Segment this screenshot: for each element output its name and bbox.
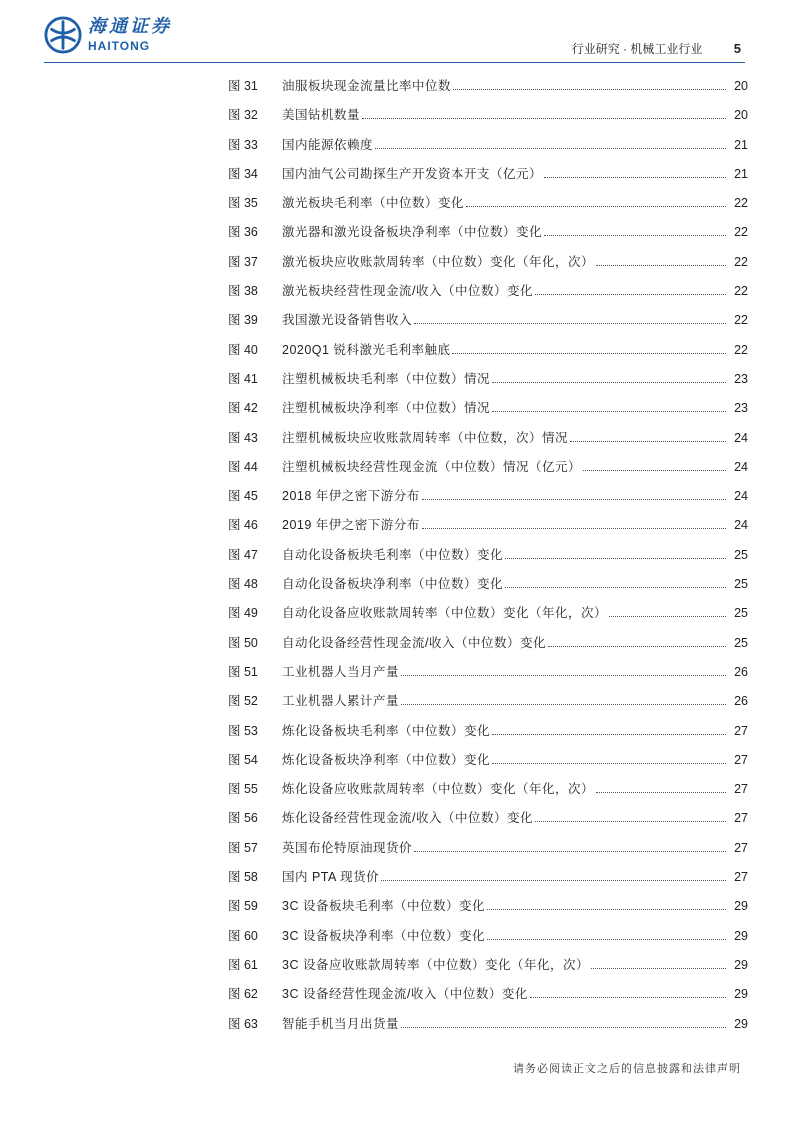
dot-leader [375, 147, 726, 149]
figure-title: 自动化设备应收账款周转率（中位数）变化（年化，次） [282, 606, 608, 621]
figure-number: 图 47 [228, 547, 258, 562]
toc-row[interactable] [228, 545, 748, 574]
dot-leader [596, 264, 726, 266]
page-ref: 21 [734, 166, 748, 181]
page-ref: 22 [734, 284, 748, 299]
page-ref: 22 [734, 196, 748, 211]
header-info [572, 40, 741, 57]
haitong-logo [44, 16, 172, 54]
figure-title: 工业机器人当月产量 [282, 664, 400, 679]
page-ref: 27 [734, 723, 748, 738]
figure-title: 激光器和激光设备板块净利率（中位数）变化 [282, 225, 543, 240]
figure-number: 图 57 [228, 840, 258, 855]
figure-title: 自动化设备板块毛利率（中位数）变化 [282, 547, 504, 562]
figure-number: 图 60 [228, 928, 258, 943]
page-ref: 23 [734, 401, 748, 416]
figure-title: 注塑机械板块应收账款周转率（中位数，次）情况 [282, 430, 569, 445]
page-ref: 24 [734, 518, 748, 533]
footer-disclaimer: 请务必阅读正文之后的信息披露和法律声明 [513, 1063, 741, 1075]
toc-row[interactable] [228, 76, 748, 105]
page-ref: 26 [734, 694, 748, 709]
toc-row[interactable] [228, 457, 748, 486]
toc-row[interactable] [228, 340, 748, 369]
figure-number: 图 55 [228, 782, 258, 797]
figure-title: 国内油气公司勘探生产开发资本开支（亿元） [282, 166, 543, 181]
dot-leader [570, 440, 726, 442]
page-ref: 23 [734, 371, 748, 386]
dot-leader [492, 381, 726, 383]
dot-leader [544, 176, 726, 178]
figure-title: 3C 设备应收账款周转率（中位数）变化（年化，次） [282, 957, 589, 972]
dot-leader [453, 88, 726, 90]
toc-row[interactable] [228, 750, 748, 779]
page-ref: 24 [734, 430, 748, 445]
page-ref: 21 [734, 137, 748, 152]
toc-row[interactable] [228, 164, 748, 193]
page-ref: 25 [734, 547, 748, 562]
page-ref: 29 [734, 957, 748, 972]
toc-row[interactable] [228, 603, 748, 632]
toc-row[interactable] [228, 486, 748, 515]
page-ref: 26 [734, 664, 748, 679]
toc-row[interactable] [228, 369, 748, 398]
figure-title: 2019 年伊之密下游分布 [282, 518, 420, 533]
toc-row[interactable] [228, 633, 748, 662]
toc-row[interactable] [228, 808, 748, 837]
dot-leader [466, 205, 726, 207]
page-ref: 29 [734, 1016, 748, 1031]
dot-leader [535, 820, 726, 822]
logo-english-name: HAITONG [88, 39, 151, 53]
figure-number: 图 48 [228, 577, 258, 592]
dot-leader [492, 410, 726, 412]
toc-row[interactable] [228, 691, 748, 720]
figure-title: 自动化设备经营性现金流/收入（中位数）变化 [282, 635, 546, 650]
toc-row[interactable] [228, 926, 748, 955]
page-ref: 22 [734, 313, 748, 328]
figure-number: 图 34 [228, 166, 258, 181]
page-ref: 29 [734, 987, 748, 1002]
figure-number: 图 40 [228, 342, 258, 357]
page-ref: 27 [734, 782, 748, 797]
dot-leader [401, 1026, 726, 1028]
figure-title: 激光板块毛利率（中位数）变化 [282, 196, 465, 211]
toc-row[interactable] [228, 838, 748, 867]
page-ref: 25 [734, 606, 748, 621]
figure-number: 图 36 [228, 225, 258, 240]
dot-leader [401, 674, 726, 676]
figure-title: 国内 PTA 现货价 [282, 870, 380, 885]
dot-leader [609, 615, 726, 617]
page-ref: 27 [734, 752, 748, 767]
figure-number: 图 53 [228, 723, 258, 738]
figure-title: 注塑机械板块净利率（中位数）情况 [282, 401, 491, 416]
dot-leader [591, 967, 726, 969]
toc-row[interactable] [228, 281, 748, 310]
figure-title: 2018 年伊之密下游分布 [282, 489, 420, 504]
figure-number: 图 56 [228, 811, 258, 826]
figure-number: 图 54 [228, 752, 258, 767]
figure-number: 图 49 [228, 606, 258, 621]
figure-number: 图 61 [228, 957, 258, 972]
dot-leader [596, 791, 726, 793]
figure-title: 3C 设备经营性现金流/收入（中位数）变化 [282, 987, 528, 1002]
figure-title: 美国钻机数量 [282, 108, 361, 123]
figure-title: 炼化设备应收账款周转率（中位数）变化（年化，次） [282, 782, 595, 797]
dot-leader [535, 293, 726, 295]
toc-row[interactable] [228, 662, 748, 691]
dot-leader [414, 850, 726, 852]
figure-title: 注塑机械板块经营性现金流（中位数）情况（亿元） [282, 459, 582, 474]
figure-title: 3C 设备板块毛利率（中位数）变化 [282, 899, 485, 914]
figure-number: 图 32 [228, 108, 258, 123]
page-ref: 20 [734, 79, 748, 93]
page-ref: 22 [734, 254, 748, 269]
dot-leader [422, 527, 726, 529]
figure-number: 图 52 [228, 694, 258, 709]
figure-title: 智能手机当月出货量 [282, 1016, 400, 1031]
figure-number: 图 37 [228, 254, 258, 269]
figure-number: 图 59 [228, 899, 258, 914]
toc-row[interactable] [228, 398, 748, 427]
dot-leader [452, 352, 726, 354]
toc-row[interactable] [228, 984, 748, 1013]
toc-row[interactable] [228, 193, 748, 222]
figure-number: 图 38 [228, 284, 258, 299]
dot-leader [401, 703, 726, 705]
toc-row[interactable] [228, 252, 748, 281]
dot-leader [381, 879, 726, 881]
figure-number: 图 63 [228, 1016, 258, 1031]
toc-row[interactable] [228, 222, 748, 251]
toc-row[interactable] [228, 955, 748, 984]
page-ref: 22 [734, 342, 748, 357]
dot-leader [422, 498, 726, 500]
toc-row[interactable] [228, 428, 748, 457]
dot-leader [548, 645, 726, 647]
toc-row[interactable] [228, 867, 748, 896]
dot-leader [530, 996, 726, 998]
figure-number: 图 44 [228, 459, 258, 474]
figure-title: 2020Q1 锐科激光毛利率触底 [282, 342, 451, 357]
section-title: 行业研究 · 机械工业行业 [571, 42, 703, 56]
page-ref: 27 [734, 840, 748, 855]
toc-row[interactable] [228, 721, 748, 750]
figure-title: 我国激光设备销售收入 [282, 313, 413, 328]
figure-number: 图 41 [228, 371, 258, 386]
toc-row[interactable] [228, 105, 748, 134]
page-ref: 22 [734, 225, 748, 240]
figure-title: 国内能源依赖度 [282, 137, 374, 152]
dot-leader [487, 908, 726, 910]
dot-leader [362, 117, 726, 119]
haitong-logo-icon [44, 16, 82, 54]
toc-row[interactable] [228, 1014, 748, 1043]
toc-row[interactable] [228, 574, 748, 603]
figure-number: 图 31 [228, 79, 258, 93]
figure-number: 图 58 [228, 870, 258, 885]
toc-row[interactable] [228, 896, 748, 925]
page-ref: 25 [734, 635, 748, 650]
page-ref: 20 [734, 108, 748, 123]
figure-number: 图 39 [228, 313, 258, 328]
dot-leader [583, 469, 726, 471]
figure-title: 油服板块现金流量比率中位数 [282, 79, 452, 93]
figure-title: 激光板块应收账款周转率（中位数）变化（年化，次） [282, 254, 595, 269]
figure-number: 图 50 [228, 635, 258, 650]
figure-number: 图 43 [228, 430, 258, 445]
logo-chinese-name: 海通证券 [88, 16, 172, 37]
page-ref: 29 [734, 899, 748, 914]
page-number: 5 [733, 41, 741, 56]
dot-leader [505, 586, 726, 588]
figure-title: 英国布伦特原油现货价 [282, 840, 413, 855]
page-ref: 27 [734, 811, 748, 826]
header-divider [44, 62, 745, 63]
toc-row[interactable] [228, 310, 748, 339]
dot-leader [505, 557, 726, 559]
figure-title: 自动化设备板块净利率（中位数）变化 [282, 577, 504, 592]
dot-leader [492, 733, 726, 735]
dot-leader [414, 322, 726, 324]
figure-number: 图 51 [228, 664, 258, 679]
page-ref: 24 [734, 489, 748, 504]
dot-leader [487, 938, 726, 940]
toc-row[interactable] [228, 515, 748, 544]
page-ref: 25 [734, 577, 748, 592]
figure-title: 炼化设备板块净利率（中位数）变化 [282, 752, 491, 767]
figure-title: 注塑机械板块毛利率（中位数）情况 [282, 371, 491, 386]
figure-number: 图 62 [228, 987, 258, 1002]
figure-number: 图 33 [228, 137, 258, 152]
dot-leader [492, 762, 726, 764]
toc-row[interactable] [228, 779, 748, 808]
figure-index-list [228, 76, 748, 1043]
dot-leader [544, 234, 726, 236]
figure-title: 3C 设备板块净利率（中位数）变化 [282, 928, 485, 943]
figure-title: 激光板块经营性现金流/收入（中位数）变化 [282, 284, 533, 299]
page-ref: 24 [734, 459, 748, 474]
figure-number: 图 45 [228, 489, 258, 504]
page-ref: 29 [734, 928, 748, 943]
figure-title: 工业机器人累计产量 [282, 694, 400, 709]
figure-title: 炼化设备板块毛利率（中位数）变化 [282, 723, 491, 738]
toc-row[interactable] [228, 135, 748, 164]
figure-number: 图 35 [228, 196, 258, 211]
page-ref: 27 [734, 870, 748, 885]
figure-title: 炼化设备经营性现金流/收入（中位数）变化 [282, 811, 533, 826]
figure-number: 图 46 [228, 518, 258, 533]
figure-number: 图 42 [228, 401, 258, 416]
